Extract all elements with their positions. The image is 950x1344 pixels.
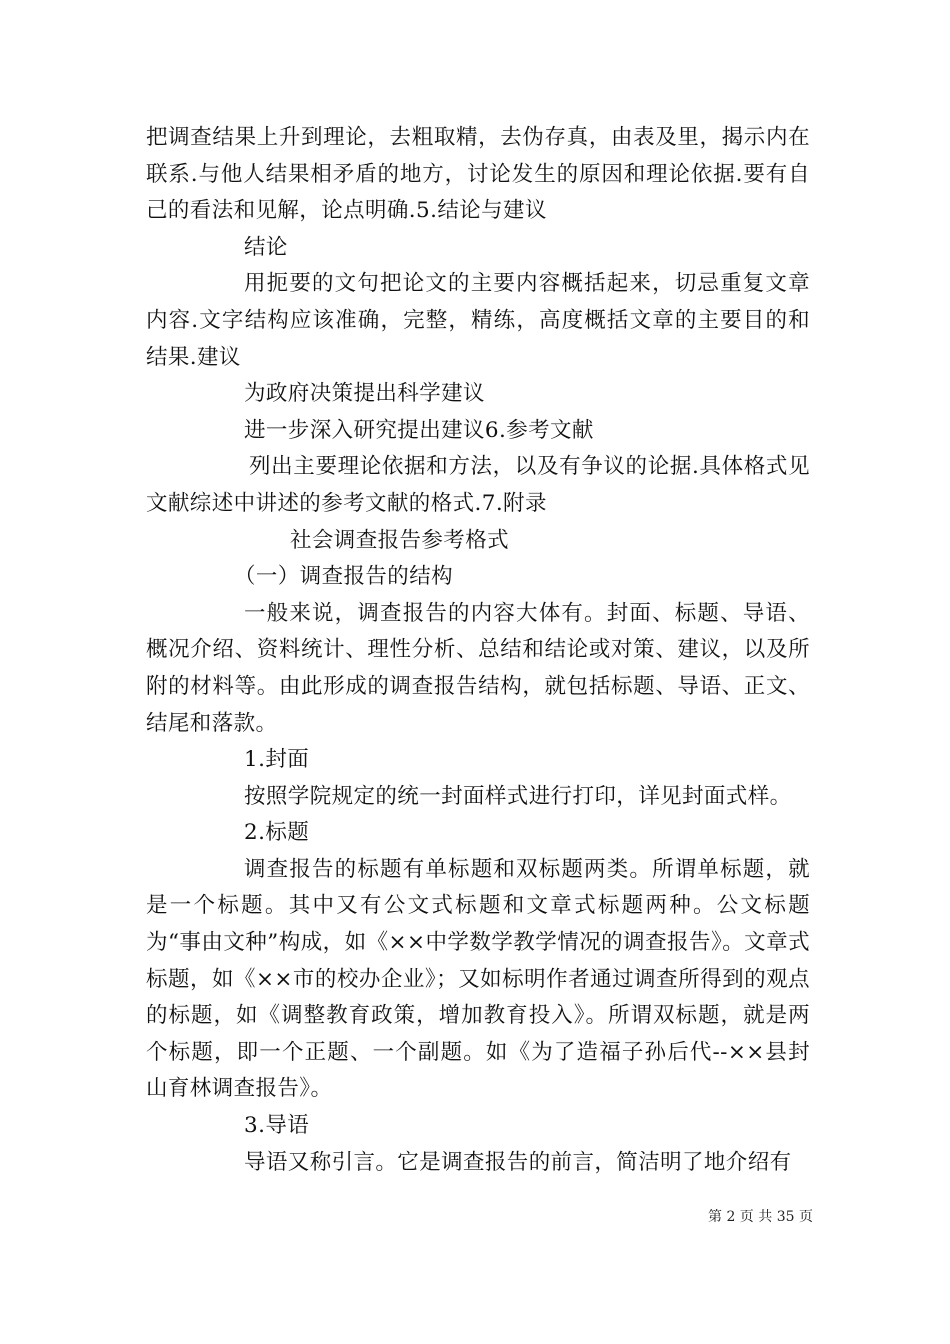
paragraph-title: 调查报告的标题有单标题和双标题两类。所谓单标题，就是一个标题。其中又有公文式标题和文章式标题两种。公文标题为“事由文种”构成，如《××中学数学教学情况的调查报告》。文章式标题，如《××市的校办企业》；又如标明作者通过调查所得到的观点的标题，如《调整教育政策，增加教育投入》。所谓双标题，就是两个标题，即一个正题、一个副题。如《为了造福子孙后代--××县封山育林调查报告》。 [146,856,810,1102]
paragraph-references: 列出主要理论依据和方法，以及有争议的论据.具体格式见文献综述中讲述的参考文献的格式.7.附录 [146,454,810,516]
paragraph-intro: 导语又称引言。它是调查报告的前言，简洁明了地介绍有 [244,1149,792,1175]
heading-title: 2.标题 [244,820,310,846]
paragraph-discussion: 把调查结果上升到理论，去粗取精，去伪存真，由表及里，揭示内在联系.与他人结果相矛盾的地方，讨论发生的原因和理论依据.要有自己的看法和见解，论点明确.5.结论与建议 [146,125,810,224]
paragraph-suggestion-2: 进一步深入研究提出建议6.参考文献 [244,417,594,443]
document-body [146,120,810,1181]
paragraph-conclusion: 用扼要的文句把论文的主要内容概括起来，切忌重复文章内容.文字结构应该准确，完整，精练，高度概括文章的主要目的和结果.建议 [146,271,810,370]
subsection-title: （一）调查报告的结构 [234,564,454,590]
paragraph-cover: 按照学院规定的统一封面样式进行打印，详见封面式样。 [244,783,792,809]
heading-conclusion: 结论 [244,234,288,260]
heading-cover: 1.封面 [244,747,310,773]
heading-intro: 3.导语 [244,1113,310,1139]
paragraph-structure: 一般来说，调查报告的内容大体有。封面、标题、导语、概况介绍、资料统计、理性分析、总结和结论或对策、建议，以及所附的材料等。由此形成的调查报告结构，就包括标题、导语、正文、结尾和落款。 [146,600,810,736]
page-number: 第 2 页 共 35 页 [708,1209,813,1225]
section-title: 社会调查报告参考格式 [290,527,510,553]
paragraph-suggestion-1: 为政府决策提出科学建议 [244,381,485,407]
